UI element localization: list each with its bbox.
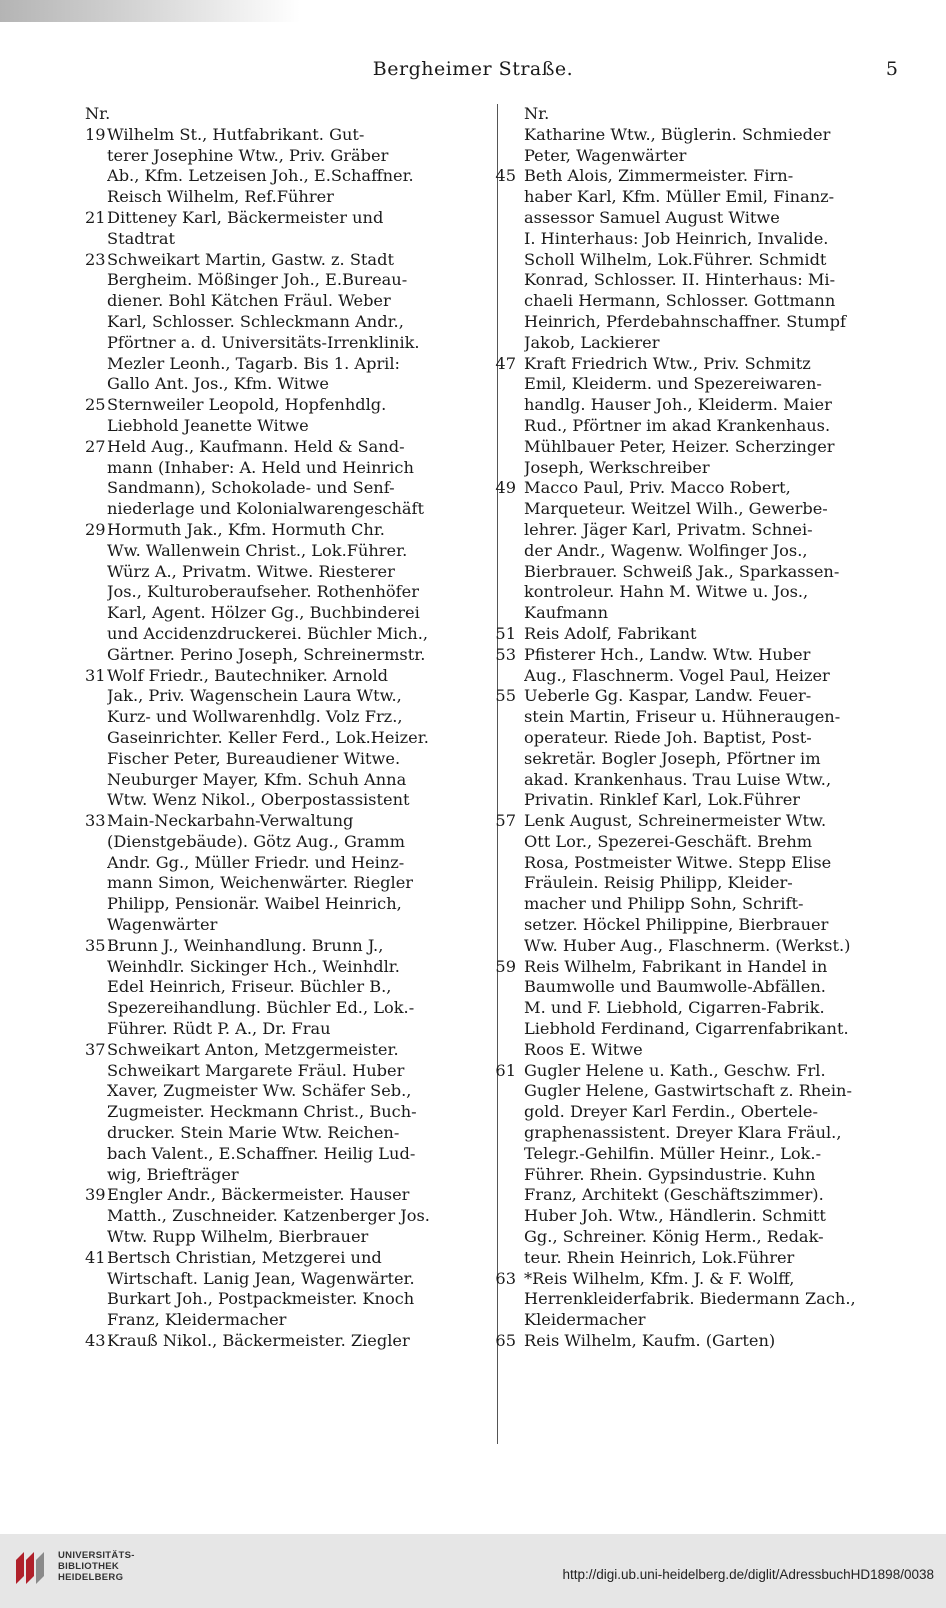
directory-entry (85, 1185, 480, 1247)
entry-line: Jakob, Lackierer (524, 332, 660, 352)
entry-line: mann Simon, Weichenwärter. Riegler (107, 873, 414, 893)
entry-line: Edel Heinrich, Friseur. Büchler B., (107, 977, 392, 997)
entry-line: stein Martin, Friseur u. Hühneraugen- (524, 707, 841, 727)
directory-entry (85, 936, 480, 1040)
entry-line: Mühlbauer Peter, Heizer. Scherzinger (524, 436, 835, 456)
entry-line: gold. Dreyer Karl Ferdin., Obertele- (524, 1102, 818, 1122)
entry-line: kontroleur. Hahn M. Witwe u. Jos., (524, 582, 809, 602)
entry-line: Philipp, Pensionär. Waibel Heinrich, (107, 894, 402, 914)
entry-line: graphenassistent. Dreyer Klara Fräul., (524, 1123, 842, 1143)
entry-line: assessor Samuel August Witwe (524, 207, 780, 227)
entry-line: Macco Paul, Priv. Macco Robert, (524, 478, 791, 498)
house-number: 65 (495, 1331, 516, 1351)
entry-line: mann (Inhaber: A. Held und Heinrich (107, 457, 414, 477)
house-number: 21 (85, 207, 106, 227)
entry-line: Burkart Joh., Postpackmeister. Knoch (107, 1289, 415, 1309)
entry-line: Reis Wilhelm, Kaufm. (Garten) (524, 1331, 776, 1351)
entry-line: Wtw. Wenz Nikol., Oberpostassistent (107, 790, 410, 810)
scan-edge-artifact (0, 0, 300, 22)
entry-line: Jos., Kulturoberaufseher. Rothenhöfer (107, 582, 419, 602)
entry-line: Würz A., Privatm. Witwe. Riesterer (107, 561, 395, 581)
entry-line: Andr. Gg., Müller Friedr. und Heinz- (107, 852, 405, 872)
entry-line: Franz, Kleidermacher (107, 1310, 287, 1330)
house-number: 23 (85, 249, 106, 269)
directory-entry (85, 520, 480, 666)
directory-entry (85, 250, 480, 396)
directory-entry (85, 395, 480, 437)
house-number: 49 (495, 478, 516, 498)
library-logo-text (58, 1550, 135, 1583)
entry-line: Herrenkleiderfabrik. Biedermann Zach., (524, 1289, 856, 1309)
entry-line: Sandmann), Schokolade- und Senf- (107, 478, 395, 498)
entry-line: Rud., Pförtner im akad Krankenhaus. (524, 415, 831, 435)
source-url-link[interactable]: http://digi.ub.uni-heidelberg.de/diglit/AdressbuchHD1898/0038 (562, 1567, 934, 1582)
entry-line: Fräulein. Reisig Philipp, Kleider- (524, 873, 793, 893)
entry-line: akad. Krankenhaus. Trau Luise Wtw., (524, 769, 832, 789)
entry-line: Roos E. Witwe (524, 1039, 643, 1059)
footer-bar (0, 1534, 946, 1608)
entry-line: Baumwolle und Baumwolle-Abfällen. (524, 977, 826, 997)
entry-line: Schweikart Margarete Fräul. Huber (107, 1060, 405, 1080)
entry-line: Reis Wilhelm, Fabrikant in Handel in (524, 956, 828, 976)
entry-line: bach Valent., E.Schaffner. Heilig Lud- (107, 1143, 416, 1163)
entry-line: Kleidermacher (524, 1310, 646, 1330)
entry-line: Franz, Architekt (Geschäftszimmer). (524, 1185, 824, 1205)
directory-entry (495, 478, 899, 624)
entry-line: Bergheim. Mößinger Joh., E.Bureau- (107, 270, 408, 290)
entry-line: Karl, Schlosser. Schleckmann Andr., (107, 311, 404, 331)
house-number: 35 (85, 935, 106, 955)
directory-entry (85, 437, 480, 520)
entry-line: diener. Bohl Kätchen Fräul. Weber (107, 291, 391, 311)
entry-line: Wtw. Rupp Wilhelm, Bierbrauer (107, 1227, 369, 1247)
directory-entry (495, 644, 899, 687)
entry-line: I. Hinterhaus: Job Heinrich, Invalide. (524, 228, 829, 248)
library-logo-icon (10, 1546, 54, 1590)
entry-line: Führer. Rhein. Gypsindustrie. Kuhn (524, 1164, 816, 1184)
entry-line: Gaseinrichter. Keller Ferd., Lok.Heizer. (107, 727, 429, 747)
entry-line: und Accidenzdruckerei. Büchler Mich., (107, 623, 429, 643)
entry-line: Ott Lor., Spezerei-Geschäft. Brehm (524, 831, 813, 851)
directory-entry (495, 353, 899, 479)
entry-line: Gallo Ant. Jos., Kfm. Witwe (107, 374, 329, 394)
house-number: 51 (495, 623, 516, 643)
page-header (0, 58, 946, 88)
logo-line: UNIVERSITÄTS- (58, 1550, 135, 1561)
entry-line: Aug., Flaschnerm. Vogel Paul, Heizer (524, 665, 830, 685)
entry-line: Pförtner a. d. Universitäts-Irrenklinik. (107, 332, 420, 352)
entry-line: drucker. Stein Marie Wtw. Reichen- (107, 1123, 400, 1143)
directory-entry (495, 811, 899, 957)
entry-line: haber Karl, Kfm. Müller Emil, Finanz- (524, 187, 835, 207)
entry-line: Katharine Wtw., Büglerin. Schmieder (524, 124, 831, 144)
house-number: 63 (495, 1268, 516, 1288)
house-number: 25 (85, 395, 106, 415)
entry-line: Fischer Peter, Bureaudiener Witwe. (107, 748, 401, 768)
entry-line: operateur. Riede Joh. Baptist, Post- (524, 727, 812, 747)
house-number: 47 (495, 353, 516, 373)
entry-line: Rosa, Postmeister Witwe. Stepp Elise (524, 852, 832, 872)
house-number: 57 (495, 811, 516, 831)
entry-line: Mezler Leonh., Tagarb. Bis 1. April: (107, 353, 400, 373)
entry-line: macher und Philipp Sohn, Schrift- (524, 894, 804, 914)
directory-entry (85, 811, 480, 936)
house-number: 29 (85, 519, 106, 539)
entry-line: Spezereihandlung. Büchler Ed., Lok.- (107, 998, 415, 1018)
entry-line: Führer. Rüdt P. A., Dr. Frau (107, 1019, 331, 1039)
entry-line: (Dienstgebäude). Götz Aug., Gramm (107, 831, 406, 851)
entry-line: Bertsch Christian, Metzgerei und (107, 1247, 382, 1267)
house-number: 45 (495, 166, 516, 186)
entry-line: Wirtschaft. Lanig Jean, Wagenwärter. (107, 1268, 415, 1288)
entry-line: Schweikart Anton, Metzgermeister. (107, 1039, 399, 1059)
entry-line: Stadtrat (107, 228, 176, 248)
entry-line: Gg., Schreiner. König Herm., Redak- (524, 1227, 824, 1247)
logo-line: HEIDELBERG (58, 1572, 124, 1583)
house-number: 19 (85, 124, 106, 144)
entry-line: Scholl Wilhelm, Lok.Führer. Schmidt (524, 249, 827, 269)
entry-line: Karl, Agent. Hölzer Gg., Buchbinderei (107, 603, 420, 623)
nr-label-left: Nr. (85, 104, 111, 123)
entry-line: der Andr., Wagenw. Wolfinger Jos., (524, 540, 808, 560)
entry-line: Kaufmann (524, 603, 609, 623)
directory-entry (85, 125, 480, 208)
directory-entry (85, 1248, 480, 1331)
entry-line: Weinhdlr. Sickinger Hch., Weinhdlr. (107, 956, 400, 976)
house-number: 61 (495, 1060, 516, 1080)
entry-line: lehrer. Jäger Karl, Privatm. Schnei- (524, 519, 813, 539)
house-number: 33 (85, 811, 106, 831)
entry-line: Liebhold Jeanette Witwe (107, 415, 309, 435)
house-number: 31 (85, 665, 106, 685)
entry-line: setzer. Höckel Philippine, Bierbrauer (524, 915, 829, 935)
house-number: 55 (495, 686, 516, 706)
directory-entry (524, 125, 899, 167)
entry-line: Heinrich, Pferdebahnschaffner. Stumpf (524, 311, 846, 331)
entry-line: Held Aug., Kaufmann. Held & Sand- (107, 436, 405, 456)
house-number: 39 (85, 1185, 106, 1205)
entry-line: Neuburger Mayer, Kfm. Schuh Anna (107, 769, 407, 789)
entry-line: Jak., Priv. Wagenschein Laura Wtw., (107, 686, 402, 706)
directory-entry (495, 1331, 899, 1352)
entry-line: Gärtner. Perino Joseph, Schreinermstr. (107, 644, 426, 664)
entry-line: Kurz- und Wollwarenhdlg. Volz Frz., (107, 707, 403, 727)
entry-line: Gugler Helene, Gastwirtschaft z. Rhein- (524, 1081, 852, 1101)
house-number: 59 (495, 956, 516, 976)
entry-line: Huber Joh. Wtw., Händlerin. Schmitt (524, 1206, 826, 1226)
entry-line: wig, Briefträger (107, 1164, 239, 1184)
directory-entry (85, 1040, 480, 1186)
house-number: 53 (495, 644, 516, 664)
entry-line: Gugler Helene u. Kath., Geschw. Frl. (524, 1060, 826, 1080)
directory-entry (85, 1331, 480, 1352)
entry-line: Konrad, Schlosser. II. Hinterhaus: Mi- (524, 270, 836, 290)
entry-line: *Reis Wilhelm, Kfm. J. & F. Wolff, (524, 1268, 795, 1288)
entry-line: Ab., Kfm. Letzeisen Joh., E.Schaffner. (107, 166, 414, 186)
entry-line: handlg. Hauser Joh., Kleiderm. Maier (524, 395, 832, 415)
directory-entry (495, 956, 899, 1061)
entry-line: niederlage und Kolonialwarengeschäft (107, 499, 425, 519)
entry-line: Wagenwärter (107, 915, 218, 935)
entry-line: Engler Andr., Bäckermeister. Hauser (107, 1185, 410, 1205)
entry-line: Main-Neckarbahn-Verwaltung (107, 811, 354, 831)
entry-line: Kraft Friedrich Wtw., Priv. Schmitz (524, 353, 811, 373)
directory-entry (85, 208, 480, 250)
entry-line: Telegr.-Gehilfin. Müller Heinr., Lok.- (524, 1143, 822, 1163)
entry-line: sekretär. Bogler Joseph, Pförtner im (524, 748, 821, 768)
logo-line: BIBLIOTHEK (58, 1561, 120, 1572)
entry-line: Marqueteur. Weitzel Wilh., Gewerbe- (524, 499, 828, 519)
entry-line: Emil, Kleiderm. und Spezereiwaren- (524, 374, 822, 394)
entry-line: Xaver, Zugmeister Ww. Schäfer Seb., (107, 1081, 412, 1101)
entry-line: Zugmeister. Heckmann Christ., Buch- (107, 1102, 417, 1122)
directory-entry (495, 623, 899, 645)
entry-line: Pfisterer Hch., Landw. Wtw. Huber (524, 644, 811, 664)
entry-line: Bierbrauer. Schweiß Jak., Sparkassen- (524, 561, 840, 581)
left-column (85, 104, 480, 1352)
entry-line: Sternweiler Leopold, Hopfenhdlg. (107, 395, 387, 415)
right-column (495, 104, 899, 1352)
directory-entry (85, 666, 480, 812)
entry-line: Reis Adolf, Fabrikant (524, 623, 697, 643)
entry-line: Hormuth Jak., Kfm. Hormuth Chr. (107, 519, 385, 539)
entry-line: Wolf Friedr., Bautechniker. Arnold (107, 665, 389, 685)
directory-entry (495, 1060, 899, 1269)
entry-line: Ditteney Karl, Bäckermeister und (107, 207, 384, 227)
page-title: Bergheimer Straße. (372, 58, 574, 80)
entry-line: Lenk August, Schreinermeister Wtw. (524, 811, 827, 831)
house-number: 41 (85, 1247, 106, 1267)
entry-line: Wilhelm St., Hutfabrikant. Gut- (107, 124, 365, 144)
entry-line: Schweikart Martin, Gastw. z. Stadt (107, 249, 394, 269)
entry-line: Brunn J., Weinhandlung. Brunn J., (107, 935, 384, 955)
directory-entry (495, 166, 899, 353)
entry-line: Peter, Wagenwärter (524, 145, 687, 165)
entry-line: Ww. Wallenwein Christ., Lok.Führer. (107, 540, 408, 560)
entry-line: M. und F. Liebhold, Cigarren-Fabrik. (524, 998, 825, 1018)
house-number: 37 (85, 1039, 106, 1059)
entry-line: Krauß Nikol., Bäckermeister. Ziegler (107, 1331, 410, 1351)
directory-entry (495, 686, 899, 811)
page-number: 5 (885, 58, 898, 80)
column-divider (497, 104, 498, 1444)
entry-line: Beth Alois, Zimmermeister. Firn- (524, 166, 794, 186)
entry-line: Ueberle Gg. Kaspar, Landw. Feuer- (524, 686, 812, 706)
entry-line: teur. Rhein Heinrich, Lok.Führer (524, 1247, 795, 1267)
directory-entry (495, 1268, 899, 1331)
house-number: 27 (85, 436, 106, 456)
entry-line: Ww. Huber Aug., Flaschnerm. (Werkst.) (524, 935, 851, 955)
nr-label-right: Nr. (524, 104, 550, 123)
entry-line: Reisch Wilhelm, Ref.Führer (107, 187, 334, 207)
entry-line: terer Josephine Wtw., Priv. Gräber (107, 145, 389, 165)
house-number: 43 (85, 1331, 106, 1351)
entry-line: chaeli Hermann, Schlosser. Gottmann (524, 291, 836, 311)
entry-line: Liebhold Ferdinand, Cigarrenfabrikant. (524, 1019, 849, 1039)
entry-line: Matth., Zuschneider. Katzenberger Jos. (107, 1206, 430, 1226)
entry-line: Joseph, Werkschreiber (524, 457, 710, 477)
entry-line: Privatin. Rinklef Karl, Lok.Führer (524, 790, 801, 810)
